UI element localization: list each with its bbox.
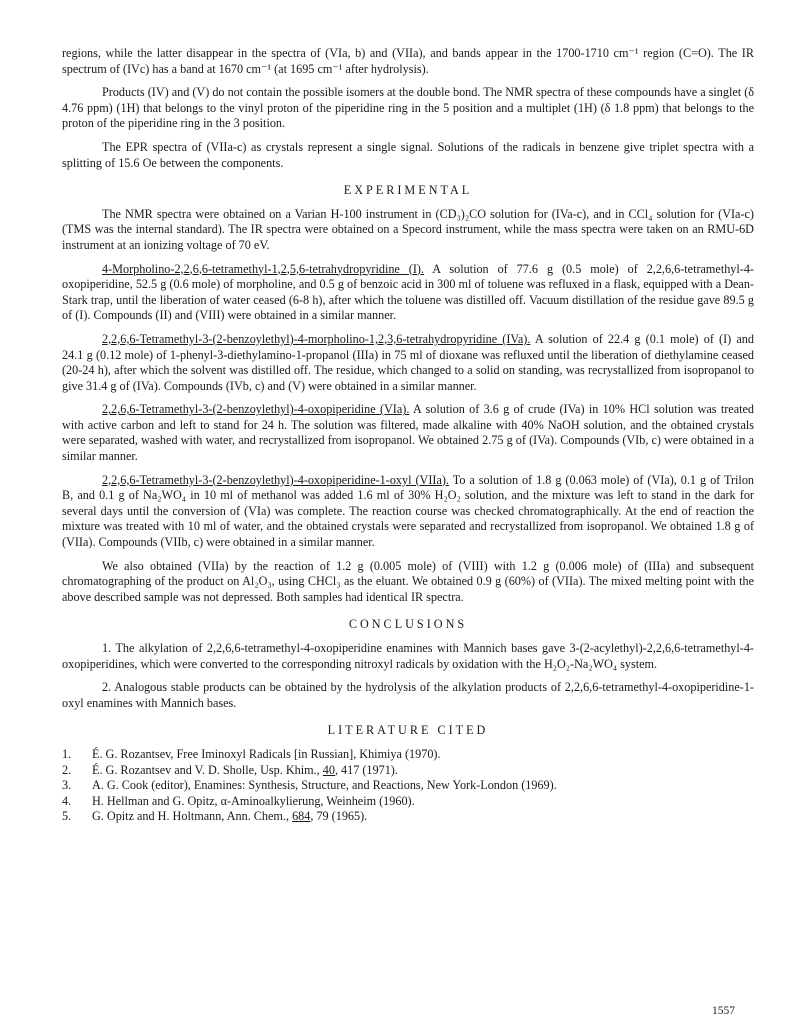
- synthesis-VIa-body: A solution of 3.6 g of crude (IVa) in 10% HCl solution was treated with active carbon and left to stand for 24 h. The solution was filtered, made alkaline with 40% NaOH solution, and the obtained crystals were separated, washed with water, and recrystallized from isopropanol. We obtained 2.75 g of (IVa). Compounds (VIb, c) were obtained in a similar manner.: [62, 402, 755, 464]
- conclusion-1: 1. The alkylation of 2,2,6,6-tetramethyl-4-oxopiperidine enamines with Mannich bases gave 3-(2-acylethyl)-2,2,6,6-tetramethyl-4-oxopiperidines, which were converted to the corresponding nitroxyl radicals by oxidation with the H₂O₂-Na₂WO₄ system.: [62, 641, 754, 671]
- reference-item: [62, 794, 754, 810]
- synthesis-VIIa-body: To a solution of 1.8 g (0.063 mole) of (VIa), 0.1 g of Trilon B, and 0.1 g of Na₂WO₄ in 10 ml of methanol was added 1.6 ml of 30% H₂O₂ solution, and the mixture was left to stand in the dark for several days until the conversion of (VIa) was complete. The reaction course was checked chromatographically. At the end of reaction the mixture was treated with 10 ml of water, and the obtained crystals were separated and recrystallized from isopropanol. We obtained 1.8 g of (VIIa). Compounds (VIIb, c) were obtained in a similar manner.: [62, 472, 755, 550]
- paragraph-epr: The EPR spectra of (VIIa-c) as crystals represent a single signal. Solutions of the radicals in benzene give triplet spectra with a splitting of 15.6 Oe between the components.: [62, 139, 754, 170]
- section-heading-literature: LITERATURE CITED: [327, 723, 489, 738]
- synthesis-IVa-body: A solution of 22.4 g (0.1 mole) of (I) and 24.1 g (0.12 mole) of 1-phenyl-3-diethylamino-1-propanol (IIIa) in 75 ml of dioxane was refluxed until the liberation of diethylamine ceased (20-24 h), after which the solvent was distilled off. The residue, which changed to a solid on standing, was recrystallized from isopropanol to give 31.4 g of (IVa). Compounds (IVb, c) and (V) were obtained in a similar manner.: [62, 331, 754, 393]
- reference-text: É. G. Rozantsev, Free Iminoxyl Radicals [in Russian], Khimiya (1970).: [92, 746, 441, 761]
- reference-number: 2.: [62, 762, 72, 777]
- paragraph-synthesis-VIIa: [62, 473, 754, 551]
- conclusion-2: 2. Analogous stable products can be obtained by the hydrolysis of the alkylation products of 2,2,6,6-tetramethyl-4-oxopiperidine-1-oxyl enamines with Mannich bases.: [62, 680, 754, 710]
- reference-volume: 40: [322, 762, 335, 777]
- reference-text: É. G. Rozantsev and V. D. Sholle, Usp. Khim., 40, 417 (1971).: [92, 762, 398, 777]
- compound-title-IVa: 2,2,6,6-Tetramethyl-3-(2-benzoylethyl)-4-morpholino-1,2,3,6-tetrahydropyridine (IVa).: [102, 331, 531, 346]
- paragraph-synthesis-VIa: [62, 402, 754, 464]
- reference-number: 4.: [62, 793, 72, 808]
- section-heading-conclusions: CONCLUSIONS: [348, 617, 468, 632]
- paragraph-ir-bands: regions, while the latter disappear in the spectra of (VIa, b) and (VIIa), and bands appear in the 1700-1710 cm⁻¹ region (C=O). The IR spectrum of (IVc) has a band at 1670 cm⁻¹ (at 1695 cm⁻¹ after hydrolysis).: [62, 46, 754, 76]
- reference-list: [62, 747, 754, 825]
- reference-text: H. Hellman and G. Opitz, α-Aminoalkylierung, Weinheim (1960).: [92, 793, 415, 808]
- reference-text: A. G. Cook (editor), Enamines: Synthesis, Structure, and Reactions, New York-London (1969).: [92, 778, 557, 793]
- reference-item: [62, 778, 754, 794]
- reference-volume: 684: [292, 809, 311, 824]
- reference-item: [62, 747, 754, 763]
- synthesis-I-body: A solution of 77.6 g (0.5 mole) of 2,2,6,6-tetramethyl-4-oxopiperidine, 52.5 g (0.6 mole) of morpholine, and 0.5 g of benzoic acid in 300 ml of toluene was refluxed in a flask, equipped with a Dean-Stark trap, until the liberation of water ceased (6-8 h), after which the toluene was distilled off. Vacuum distillation of the residue gave 89.5 g of (I). Compounds (II) and (VIII) were obtained in a similar manner.: [62, 261, 754, 323]
- section-heading-experimental: EXPERIMENTAL: [343, 183, 473, 198]
- paragraph-experimental-intro: The NMR spectra were obtained on a Varian H-100 instrument in (CD₃)₂CO solution for (IVa-c), and in CCl₄ solution for (VIa-c) (TMS was the internal standard). The IR spectra were obtained on a Specord instrument, while the mass spectra were taken on an RMU-6D instrument at an ionizing voltage of 70 eV.: [62, 206, 754, 252]
- paragraph-synthesis-I: [62, 262, 754, 324]
- paragraph-alternative-synthesis: We also obtained (VIIa) by the reaction of 1.2 g (0.005 mole) of (VIII) with 1.2 g (0.006 mole) of (IIIa) and subsequent chromatographing of the product on Al₂O₃, using CHCl₃ as the eluant. We obtained 0.9 g (60%) of (VIIa). The mixed melting point with the above described sample was not depressed. Both samples had identical IR spectra.: [62, 558, 754, 604]
- compound-title-VIa: 2,2,6,6-Tetramethyl-3-(2-benzoylethyl)-4-oxopiperidine (VIa).: [102, 402, 410, 417]
- paragraph-synthesis-IVa: [62, 332, 754, 394]
- paragraph-nmr-products: Products (IV) and (V) do not contain the possible isomers at the double bond. The NMR spectra of these compounds have a singlet (δ 4.76 ppm) (1H) that belongs to the vinyl proton of the piperidine ring in the 5 position and a multiplet (1H) (δ 1.8 ppm) that belongs to the proton of the piperidine ring in the 3 position.: [62, 85, 754, 131]
- reference-number: 5.: [62, 809, 72, 824]
- paper-page: [62, 46, 754, 825]
- reference-text: G. Opitz and H. Holtmann, Ann. Chem., 684, 79 (1965).: [92, 809, 368, 824]
- compound-title-I: 4-Morpholino-2,2,6,6-tetramethyl-1,2,5,6-tetrahydropyridine (I).: [102, 261, 425, 276]
- reference-item: [62, 809, 754, 825]
- reference-item: [62, 763, 754, 779]
- reference-number: 3.: [62, 778, 72, 793]
- page-number: 1557: [712, 1005, 735, 1017]
- compound-title-VIIa: 2,2,6,6-Tetramethyl-3-(2-benzoylethyl)-4-oxopiperidine-1-oxyl (VIIa).: [102, 472, 449, 487]
- reference-number: 1.: [62, 746, 72, 761]
